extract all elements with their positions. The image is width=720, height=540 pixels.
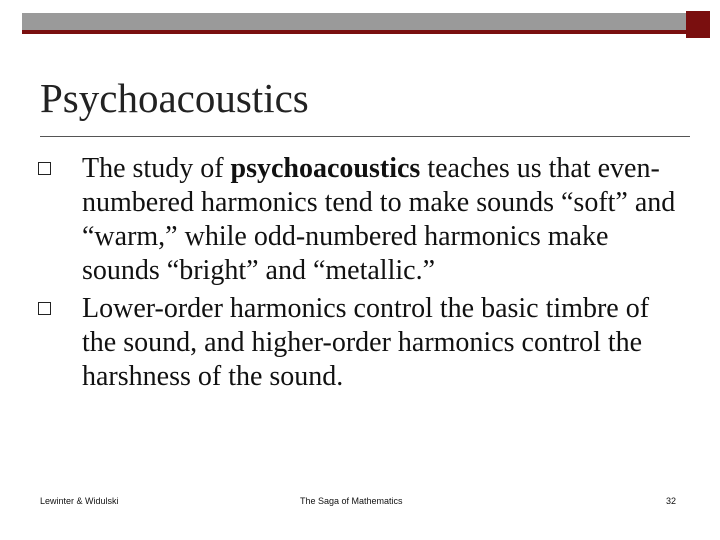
bullet-text-post: teaches us that even-numbered harmonics tend to make sounds “soft” and “warm,” while odd-numbered harmonics make sounds “bright” and “metallic.”: [82, 153, 676, 286]
header-bar: [22, 13, 694, 34]
bullet-item: [38, 292, 688, 394]
bullet-text-pre: The study of: [82, 153, 231, 184]
title-divider: [40, 136, 690, 137]
slide-title: Psychoacoustics: [40, 75, 309, 121]
footer-title: The Saga of Mathematics: [300, 496, 403, 506]
hollow-square-bullet-icon: [38, 162, 51, 175]
hollow-square-bullet-icon: [38, 302, 51, 315]
page-number: 32: [665, 496, 676, 506]
footer-authors: Lewinter & Widulski: [40, 496, 119, 506]
bullet-item: [38, 152, 688, 288]
bullet-text: Lower-order harmonics control the basic timbre of the sound, and higher-order harmonics control the harshness of the sound.: [82, 293, 650, 392]
bullet-text-bold: psychoacoustics: [230, 153, 421, 184]
bullet-list: [38, 152, 688, 394]
header-accent-square: [686, 11, 710, 38]
